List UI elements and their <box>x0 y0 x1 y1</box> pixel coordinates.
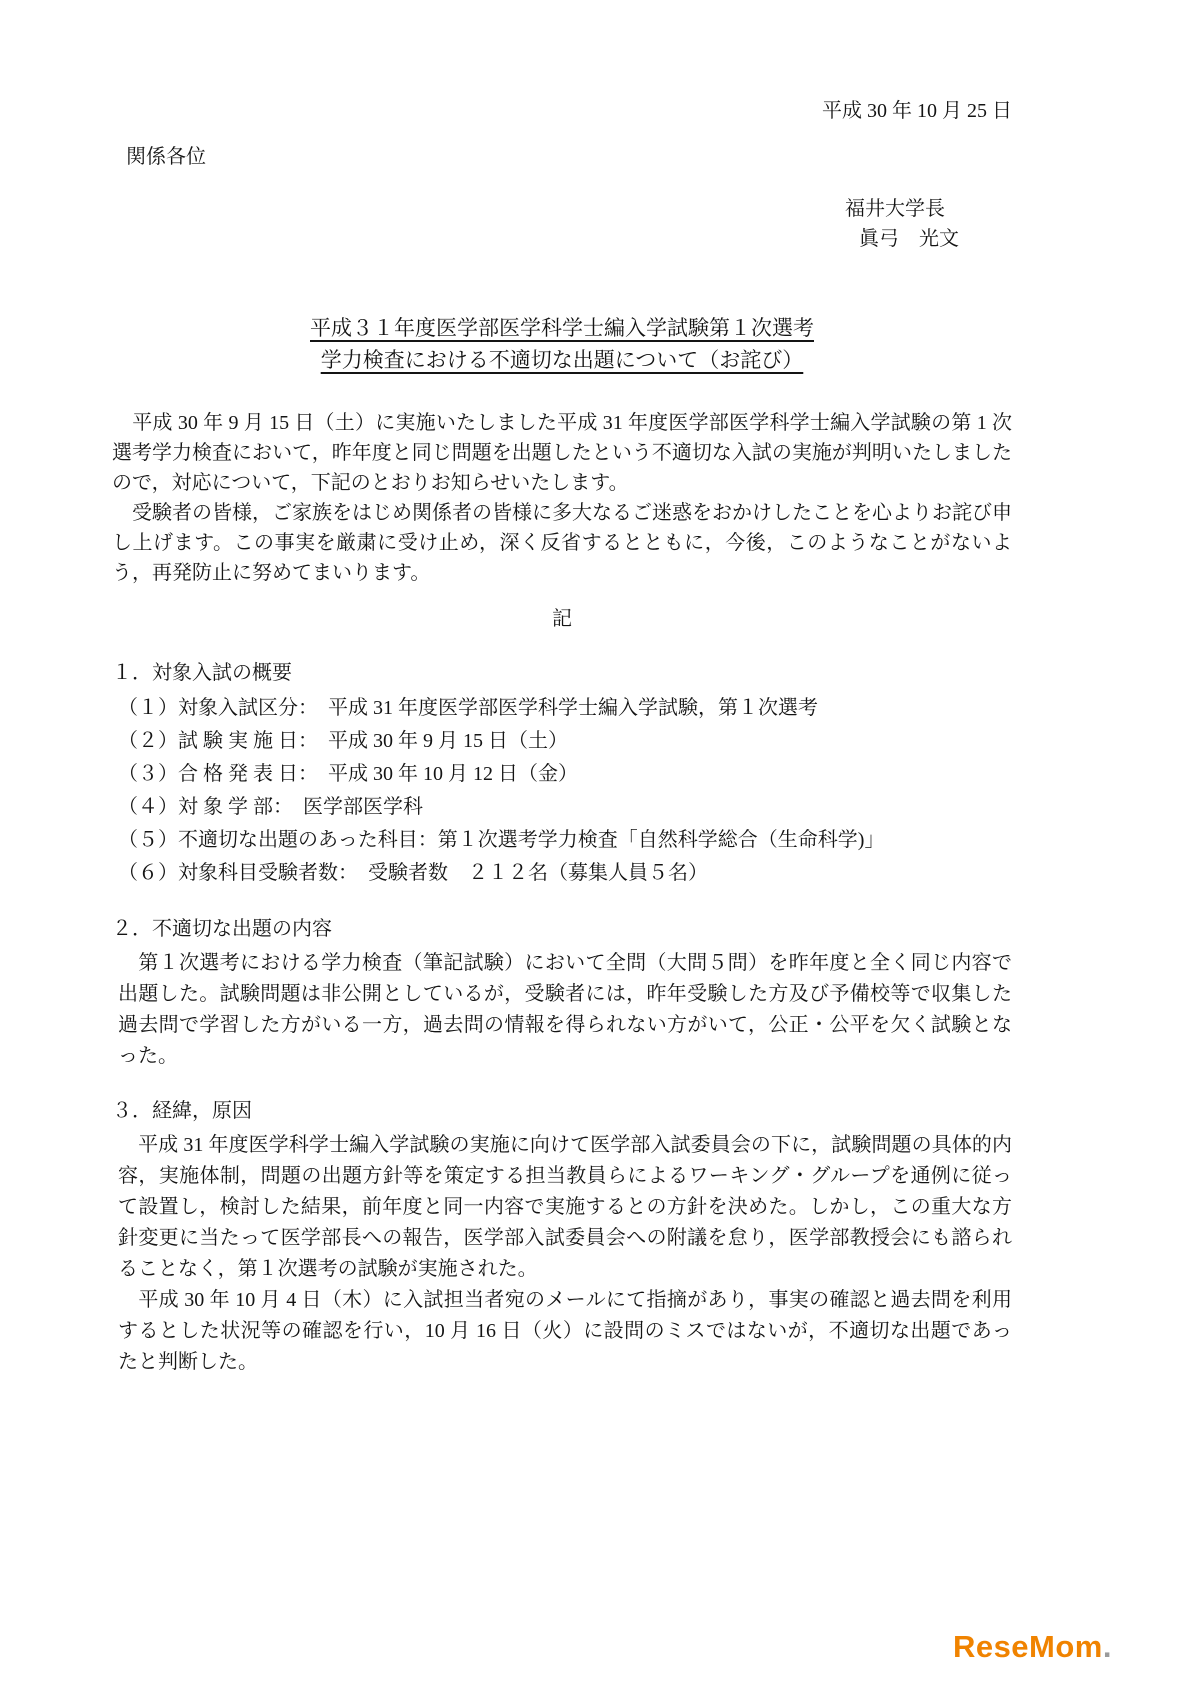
document-title-line-1: 平成３１年度医学部医学科学士編入学試験第１次選考 <box>310 316 814 340</box>
sender-block <box>112 194 1012 254</box>
section-background-cause <box>112 1096 1012 1378</box>
resemom-logo-dot: . <box>1102 1629 1112 1664</box>
overview-item-1: （１）対象入試区分： 平成 31 年度医学部医学科学士編入学試験，第１次選考 <box>118 697 818 719</box>
overview-item-4: （４）対 象 学 部： 医学部医学科 <box>118 796 423 818</box>
resemom-logo-text: ReseMom <box>952 1629 1103 1664</box>
intro-paragraph-2: 受験者の皆様，ご家族をはじめ関係者の皆様に多大なるご迷惑をおかけしたことを心よりお詫び申し上げます。この事実を厳粛に受け止め，深く反省するとともに，今後，このようなことがないよう，再発防止に努めてまいります。 <box>112 502 1012 584</box>
section-2-heading: ２．不適切な出題の内容 <box>112 918 332 940</box>
section-2-paragraph-1: 第１次選考における学力検査（筆記試験）において全問（大問５問）を昨年度と全く同じ内容で出題した。試験問題は非公開としているが，受験者には，昨年受験した方及び予備校等で収集した過去問で学習した方がいる一方，過去問の情報を得られない方がいて，公正・公平を欠く試験となった。 <box>118 952 1012 1067</box>
section-3-paragraph-2: 平成 30 年 10 月 4 日（木）に入試担当者宛のメールにて指摘があり，事実の確認と過去問を利用するとした状況等の確認を行い，10 月 16 日（火）に設問のミスではないが，不適切な出題であったと判断した。 <box>118 1289 1012 1373</box>
section-content-of-issue <box>112 914 1012 1072</box>
overview-item-5: （５）不適切な出題のあった科目：第１次選考学力検査「自然科学総合（生命科学)」 <box>118 829 885 851</box>
ki-marker: 記 <box>552 608 572 630</box>
section-overview <box>112 658 1012 890</box>
document-title-line-2: 学力検査における不適切な出題について（お詫び） <box>320 348 804 372</box>
sender-title: 福井大学長 <box>845 198 945 220</box>
overview-item-3: （３）合 格 発 表 日： 平成 30 年 10 月 12 日（金） <box>118 763 578 785</box>
section-3-paragraph-1: 平成 31 年度医学科学士編入学試験の実施に向けて医学部入試委員会の下に，試験問題の具体的内容，実施体制，問題の出題方針等を策定する担当教員らによるワーキング・グループを通例に従って設置し，検討した結果，前年度と同一内容で実施するとの方針を決めた。しかし，この重大な方針変更に当たって医学部長への報告，医学部入試委員会への附議を怠り，医学部教授会にも諮られることなく，第１次選考の試験が実施された。 <box>118 1134 1012 1280</box>
document-title <box>112 312 1012 376</box>
sender-name: 眞弓 光文 <box>859 228 959 250</box>
intro-paragraphs <box>112 408 1012 588</box>
section-3-heading: ３．経緯，原因 <box>112 1100 252 1122</box>
document-date: 平成 30 年 10 月 25 日 <box>822 100 1012 122</box>
resemom-logo <box>953 1629 1112 1665</box>
overview-item-6: （６）対象科目受験者数： 受験者数 ２１２名（募集人員５名） <box>118 862 708 884</box>
section-1-heading: １．対象入試の概要 <box>112 662 292 684</box>
overview-item-2: （２）試 験 実 施 日： 平成 30 年 9 月 15 日（土） <box>118 730 568 752</box>
intro-paragraph-1: 平成 30 年 9 月 15 日（土）に実施いたしました平成 31 年度医学部医学科学士編入学試験の第 1 次選考学力検査において，昨年度と同じ問題を出題したという不適切な入試の実施が判明いたしましたので，対応について，下記のとおりお知らせいたします。 <box>112 412 1012 494</box>
recipient-line: 関係各位 <box>126 146 206 168</box>
